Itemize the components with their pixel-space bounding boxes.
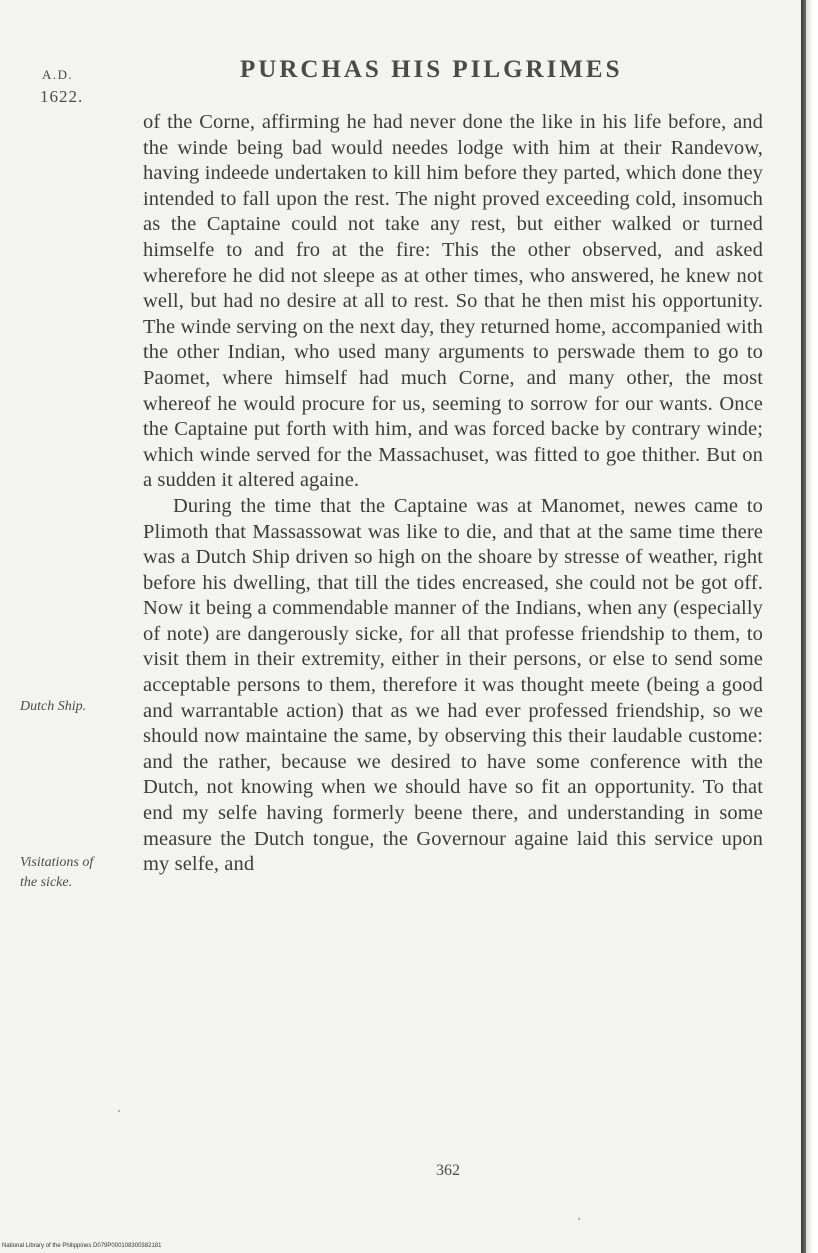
margin-note-visitations bbox=[20, 853, 130, 893]
year-margin bbox=[28, 64, 108, 108]
paragraph-1: of the Corne, affirming he had never done the like in his life before, and the winde being bad would needes lodge with him at their Randevow, having indeede undertaken to kill him before they parted, which done they intended to fall upon the rest. The night proved exceeding cold, insomuch as the Captaine could not take any rest, but either walked or turned himselfe to and fro at the fire: This the other observed, and asked wherefore he did not sleepe as at other times, who answered, he knew not well, but had no desire at all to rest. So that he then mist his opportunity. The winde serving on the next day, they returned home, accompanied with the other Indian, who used many arguments to perswade them to go to Paomet, where himself had much Corne, and many other, the most whereof he would procure for us, seeming to sorrow for our wants. Once the Captaine put forth with him, and was forced backe by contrary winde; which winde served for the Massachuset, was fitted to goe thither. But on a sudden it altered againe. bbox=[143, 111, 763, 492]
scan-footer: National Library of the Philippines D079P000108300382181 bbox=[2, 1243, 162, 1249]
paper-speck bbox=[118, 1110, 120, 1112]
page-edge bbox=[806, 0, 818, 1253]
year-label: 1622. bbox=[40, 87, 84, 106]
paper-speck bbox=[578, 1218, 580, 1220]
year-ad-label: A.D. bbox=[42, 67, 74, 82]
margin-note-line: Visitations of bbox=[20, 855, 94, 870]
margin-note-dutch-ship bbox=[20, 697, 130, 717]
margin-note-line: the sicke. bbox=[20, 875, 73, 890]
margin-note-text: Dutch Ship. bbox=[20, 699, 87, 714]
body-text bbox=[143, 110, 763, 878]
running-title: PURCHAS HIS PILGRIMES bbox=[240, 56, 623, 83]
page-number: 362 bbox=[436, 1162, 460, 1179]
paragraph-2: During the time that the Captaine was at Manomet, newes came to Plimoth that Massassowat was like to die, and that at the same time there was a Dutch Ship driven so high on the shoare by stresse of weather, right before his dwelling, that till the tides encreased, she could not be got off. Now it being a commendable manner of the Indians, when any (especially of note) are dangerously sicke, for all that professe friendship to them, to visit them in their extremity, either in their persons, or else to send some acceptable persons to them, therefore it was thought meete (being a good and warrantable action) that as we had ever professed friendship, so we should now maintaine the same, by observing this their laudable custome: and the rather, because we desired to have some conference with the Dutch, not knowing when we should have so fit an opportunity. To that end my selfe having formerly beene there, and understanding in some measure the Dutch tongue, the Governour againe laid this service upon my selfe, and bbox=[143, 494, 763, 876]
